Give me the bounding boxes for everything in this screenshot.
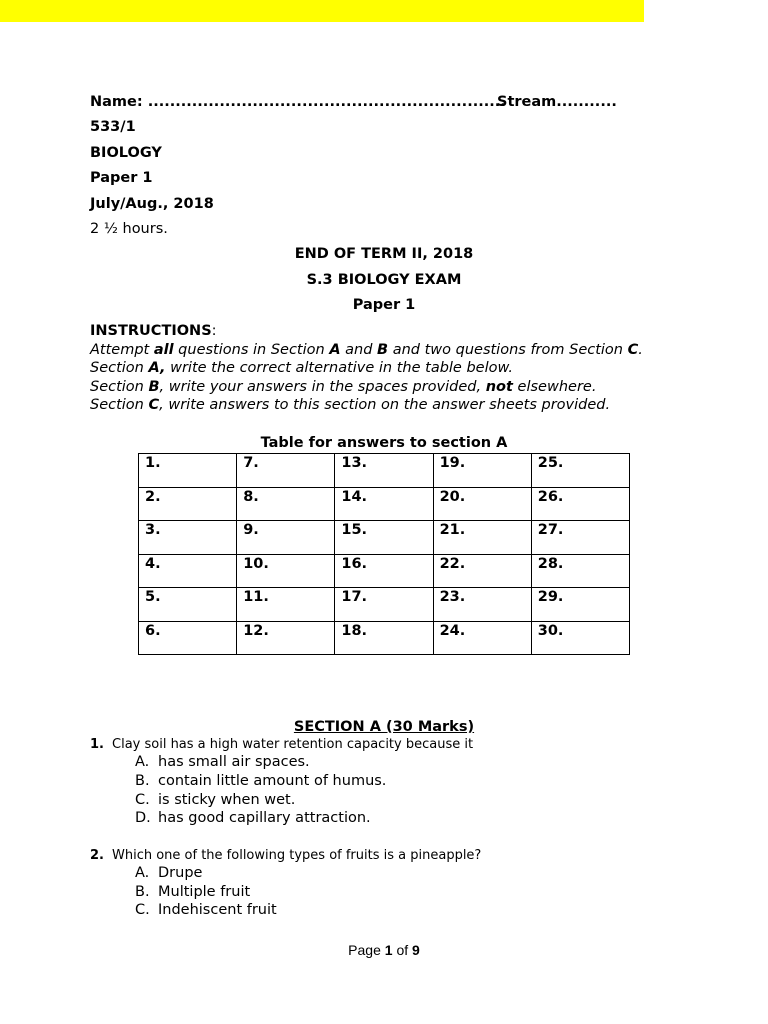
option-text: is sticky when wet.: [158, 792, 296, 808]
option-text: has good capillary attraction.: [158, 810, 371, 826]
instr3-d: not: [485, 379, 513, 395]
question-text: Clay soil has a high water retention capacity because it: [112, 737, 474, 752]
footer-page-word: Page: [348, 942, 385, 958]
exam-subtitle: S.3 BIOLOGY EXAM: [306, 272, 462, 288]
instruction-line-4: [90, 397, 610, 413]
answer-cell: 11.: [237, 588, 335, 622]
question-number: 2.: [90, 848, 104, 863]
answer-table-caption: Table for answers to section A: [260, 435, 508, 451]
answer-table: [138, 453, 630, 655]
option-text: has small air spaces.: [158, 754, 310, 770]
option-text: contain little amount of humus.: [158, 773, 387, 789]
instr1-g: and two questions from Section: [388, 342, 628, 358]
exam-paper-title: Paper 1: [352, 297, 416, 313]
instr4-b: C: [148, 397, 160, 413]
exam-date: July/Aug., 2018: [90, 196, 214, 212]
instruction-line-1: [90, 342, 643, 358]
q1-option-b: [135, 773, 386, 789]
answer-cell: 10.: [237, 554, 335, 588]
instr2-a: Section: [90, 360, 149, 376]
table-row: [139, 487, 630, 521]
answer-cell: 13.: [335, 454, 433, 488]
instruction-line-3: [90, 379, 596, 395]
answer-cell: 16.: [335, 554, 433, 588]
name-field-label: Name: .................................................................: [90, 94, 506, 110]
paper-number: Paper 1: [90, 170, 153, 186]
instr4-c: , write answers to this section on the answer sheets provided.: [159, 397, 611, 413]
instr3-a: Section: [90, 379, 149, 395]
option-text: Multiple fruit: [158, 884, 251, 900]
instr3-b: B: [148, 379, 160, 395]
question-2: [90, 848, 481, 863]
answer-cell: 23.: [433, 588, 531, 622]
answer-cell: 30.: [531, 621, 629, 655]
option-text: Drupe: [158, 865, 203, 881]
option-letter: B.: [135, 884, 150, 900]
instr1-c: questions in Section: [173, 342, 330, 358]
paper-code: 533/1: [90, 119, 136, 135]
answer-cell: 26.: [531, 487, 629, 521]
table-row: [139, 588, 630, 622]
duration: 2 ½ hours.: [90, 221, 168, 237]
instructions-heading: [90, 323, 217, 339]
subject: BIOLOGY: [90, 145, 162, 161]
answer-cell: 15.: [335, 521, 433, 555]
answer-cell: 2.: [139, 487, 237, 521]
instr1-f: B: [377, 342, 389, 358]
section-a-heading: SECTION A (30 Marks): [293, 719, 475, 735]
instr1-i: .: [638, 342, 643, 358]
instr4-a: Section: [90, 397, 149, 413]
option-letter: C.: [135, 902, 150, 918]
table-row: [139, 621, 630, 655]
answer-cell: 1.: [139, 454, 237, 488]
footer-total-pages: 9: [412, 942, 420, 958]
answer-cell: 9.: [237, 521, 335, 555]
answer-cell: 6.: [139, 621, 237, 655]
answer-cell: 3.: [139, 521, 237, 555]
answer-cell: 27.: [531, 521, 629, 555]
q2-option-a: [135, 865, 202, 881]
answer-cell: 4.: [139, 554, 237, 588]
question-number: 1.: [90, 737, 104, 752]
option-letter: D.: [135, 810, 151, 826]
table-row: [139, 554, 630, 588]
answer-cell: 22.: [433, 554, 531, 588]
instr1-e: and: [340, 342, 378, 358]
answer-cell: 17.: [335, 588, 433, 622]
answer-cell: 5.: [139, 588, 237, 622]
exam-title: END OF TERM II, 2018: [294, 246, 474, 262]
page-footer: [0, 942, 768, 958]
instr1-a: Attempt: [90, 342, 154, 358]
instr1-b: all: [153, 342, 174, 358]
question-text: Which one of the following types of fruits is a pineapple?: [112, 848, 482, 863]
q1-option-a: [135, 754, 310, 770]
answer-cell: 12.: [237, 621, 335, 655]
answer-cell: 21.: [433, 521, 531, 555]
footer-of-word: of: [392, 942, 413, 958]
table-row: [139, 454, 630, 488]
instructions-heading-text: INSTRUCTIONS: [90, 323, 212, 339]
table-row: [139, 521, 630, 555]
q1-option-c: [135, 792, 295, 808]
answer-cell: 24.: [433, 621, 531, 655]
option-text: Indehiscent fruit: [158, 902, 277, 918]
answer-cell: 28.: [531, 554, 629, 588]
q1-option-d: [135, 810, 371, 826]
option-letter: B.: [135, 773, 150, 789]
instr2-b: A,: [148, 360, 166, 376]
instr1-h: C: [627, 342, 639, 358]
option-letter: C.: [135, 792, 150, 808]
footer-current-page: 1: [384, 942, 393, 958]
instr1-d: A: [329, 342, 341, 358]
answer-cell: 18.: [335, 621, 433, 655]
answer-cell: 29.: [531, 588, 629, 622]
answer-cell: 19.: [433, 454, 531, 488]
answer-cell: 8.: [237, 487, 335, 521]
instr3-e: elsewhere.: [512, 379, 597, 395]
answer-cell: 25.: [531, 454, 629, 488]
question-1: [90, 737, 473, 752]
q2-option-c: [135, 902, 277, 918]
q2-option-b: [135, 884, 250, 900]
instr2-c: write the correct alternative in the table below.: [165, 360, 514, 376]
instructions-heading-colon: :: [211, 323, 217, 339]
option-letter: A.: [135, 865, 150, 881]
option-letter: A.: [135, 754, 150, 770]
answer-cell: 20.: [433, 487, 531, 521]
stream-field-label: Stream...........: [497, 94, 617, 110]
instruction-line-2: [90, 360, 513, 376]
instr3-c: , write your answers in the spaces provided,: [159, 379, 486, 395]
answer-cell: 14.: [335, 487, 433, 521]
answer-cell: 7.: [237, 454, 335, 488]
